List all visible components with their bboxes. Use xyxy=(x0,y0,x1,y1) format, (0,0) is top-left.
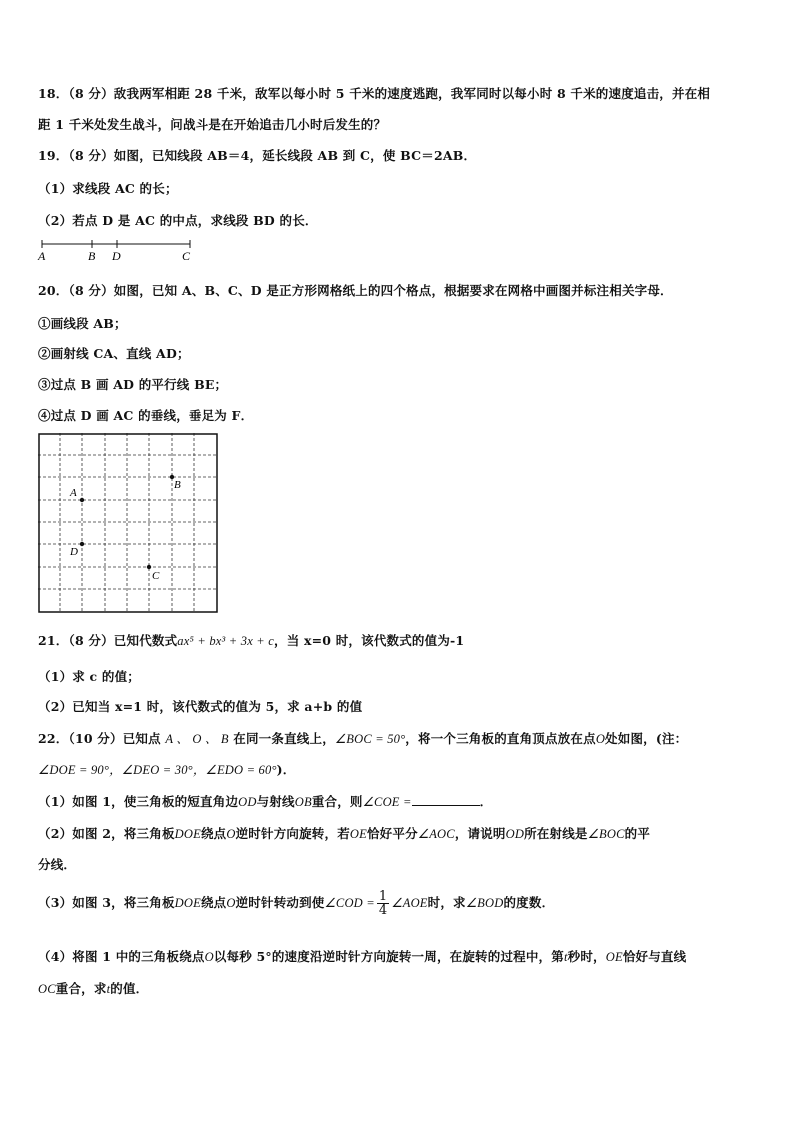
q22-p3-bod: ∠BOD xyxy=(465,896,504,910)
fraction-numerator: 1 xyxy=(378,889,388,904)
label-d: D xyxy=(70,546,78,558)
q22-angle-boc: ∠BOC = 50° xyxy=(334,732,406,746)
q19-stem: 19．（8 分）如图，已知线段 AB＝4，延长线段 AB 到 C，使 BC＝2AB． xyxy=(38,148,477,163)
point-d xyxy=(80,542,84,546)
q18-line1: 18．（8 分）敌我两军相距 28 千米，敌军以每小时 5 千米的速度逃跑，我军同时以每小时 8 千米的速度追击，并在相 xyxy=(38,86,711,101)
q19-segment-figure xyxy=(36,236,206,264)
q22-part3 xyxy=(38,890,554,917)
q22-p1-od: OD xyxy=(238,795,257,809)
answer-blank[interactable] xyxy=(412,795,480,806)
q22-part2-line2: 分线． xyxy=(38,857,77,872)
q22-part1 xyxy=(38,792,492,810)
q22-p2g: 的平 xyxy=(624,826,651,841)
q22-p3b: 绕点 xyxy=(200,895,227,910)
q22-p2e: ，请说明 xyxy=(454,826,506,841)
q22-p3d: 时，求 xyxy=(427,895,466,910)
q22-p4d: 恰好与直线 xyxy=(622,949,687,964)
label-a: A xyxy=(38,249,46,263)
q22-part2 xyxy=(38,824,650,842)
label-c: C xyxy=(182,249,191,263)
q22-p2d: 恰好平分 xyxy=(366,826,418,841)
q22-l1c: ，将一个三角板的直角顶点放在点 xyxy=(405,731,596,746)
q20-step3: ③过点 B 画 AD 的平行线 BE； xyxy=(38,377,228,392)
q21-stem-a: 21．（8 分）已知代数式 xyxy=(38,633,178,648)
q20-step1: ①画线段 AB； xyxy=(38,316,127,331)
q22-p4-oe: OE xyxy=(605,950,623,964)
q20-stem: 20．（8 分）如图，已知 A、B、C、D 是正方形网格纸上的四个格点，根据要求在网格中画图并标注相关字母． xyxy=(38,283,673,298)
q22-p4e: 重合，求 xyxy=(55,981,107,996)
q22-p3-aoe: ∠AOE xyxy=(391,896,428,910)
q22-p1a: （1）如图 1，使三角板的短直角边 xyxy=(38,794,239,809)
q21-stem xyxy=(38,631,464,649)
q22-p3-o: O xyxy=(226,896,236,910)
q22-p2-boc: ∠BOC xyxy=(587,827,625,841)
q20-step4: ④过点 D 画 AC 的垂线，垂足为 F． xyxy=(38,408,254,423)
q22-p3-cod: ∠COD = xyxy=(324,896,375,910)
q22-p2-oe: OE xyxy=(349,827,367,841)
q22-p1-ob: OB xyxy=(294,795,312,809)
label-d: D xyxy=(112,249,121,263)
q22-p2c: 逆时针方向旋转，若 xyxy=(235,826,350,841)
q22-line1 xyxy=(38,729,687,747)
label-b: B xyxy=(88,249,96,263)
q22-p2-aoc: ∠AOC xyxy=(417,827,455,841)
q22-p4c: 秒时， xyxy=(567,949,606,964)
fraction-denominator: 4 xyxy=(378,903,388,918)
grid-lines xyxy=(38,433,217,612)
q22-l1a: 22．（10 分）已知点 xyxy=(38,731,161,746)
label-a: A xyxy=(70,487,77,499)
q22-p1c: 重合，则 xyxy=(311,794,363,809)
q20-grid-figure xyxy=(38,433,219,614)
q22-p1-angle: ∠COE = xyxy=(362,795,412,809)
q22-p2-od: OD xyxy=(505,827,525,841)
q22-p4-oc: OC xyxy=(38,982,56,996)
q22-point-o: O xyxy=(595,732,606,746)
q22-p2f: 所在射线是 xyxy=(524,826,588,841)
q22-l2-end: )． xyxy=(276,762,296,777)
fraction-one-quarter xyxy=(377,890,389,917)
q19-part2: （2）若点 D 是 AC 的中点，求线段 BD 的长． xyxy=(38,213,318,228)
q22-part4 xyxy=(38,947,686,965)
q22-part4-line2 xyxy=(38,979,148,997)
label-b: B xyxy=(174,479,181,491)
q20-step2: ②画射线 CA、直线 AD； xyxy=(38,346,190,361)
point-a xyxy=(80,498,84,502)
q22-p2-o: O xyxy=(226,827,236,841)
q18-line2: 距 1 千米处发生战斗，问战斗是在开始追击几小时后发生的？ xyxy=(38,117,387,132)
q22-p4-o: O xyxy=(204,950,214,964)
q22-points: A 、 O 、 B xyxy=(165,732,229,746)
q22-p2a: （2）如图 2，将三角板 xyxy=(38,826,175,841)
q22-p2-doe: DOE xyxy=(174,827,201,841)
q22-p3c: 逆时针转动到使 xyxy=(235,895,325,910)
q22-p1-end: ． xyxy=(479,794,493,809)
q22-p1b: 与射线 xyxy=(256,794,295,809)
grid-border xyxy=(39,434,217,612)
q22-p4-t: t xyxy=(563,950,568,964)
q22-p4b: 以每秒 5°的速度沿逆时针方向旋转一周，在旋转的过程中，第 xyxy=(213,949,564,964)
label-c: C xyxy=(152,570,160,582)
q22-p3a: （3）如图 3，将三角板 xyxy=(38,895,175,910)
point-c xyxy=(147,565,151,569)
q22-p4-t2: t xyxy=(106,982,111,996)
q22-p3-doe: DOE xyxy=(174,896,201,910)
q22-p4a: （4）将图 1 中的三角板绕点 xyxy=(38,949,205,964)
q22-line2 xyxy=(38,760,295,778)
q21-part1: （1）求 c 的值； xyxy=(38,669,141,684)
q22-l1b: 在同一条直线上， xyxy=(233,731,335,746)
q19-part1: （1）求线段 AC 的长； xyxy=(38,181,178,196)
q22-l1d: 处如图，(注： xyxy=(605,731,688,746)
q22-p3e: 的度数． xyxy=(503,895,555,910)
q21-stem-b: ，当 x=0 时，该代数式的值为-1 xyxy=(274,633,465,648)
q21-part2: （2）已知当 x=1 时，该代数式的值为 5，求 a+b 的值 xyxy=(38,699,363,714)
q22-p2b: 绕点 xyxy=(200,826,227,841)
q22-angles-note: ∠DOE = 90°，∠DEO = 30°，∠EDO = 60° xyxy=(38,763,277,777)
q22-p4f: 的值． xyxy=(110,981,149,996)
q21-expression: ax⁵ + bx³ + 3x + c xyxy=(177,634,274,648)
